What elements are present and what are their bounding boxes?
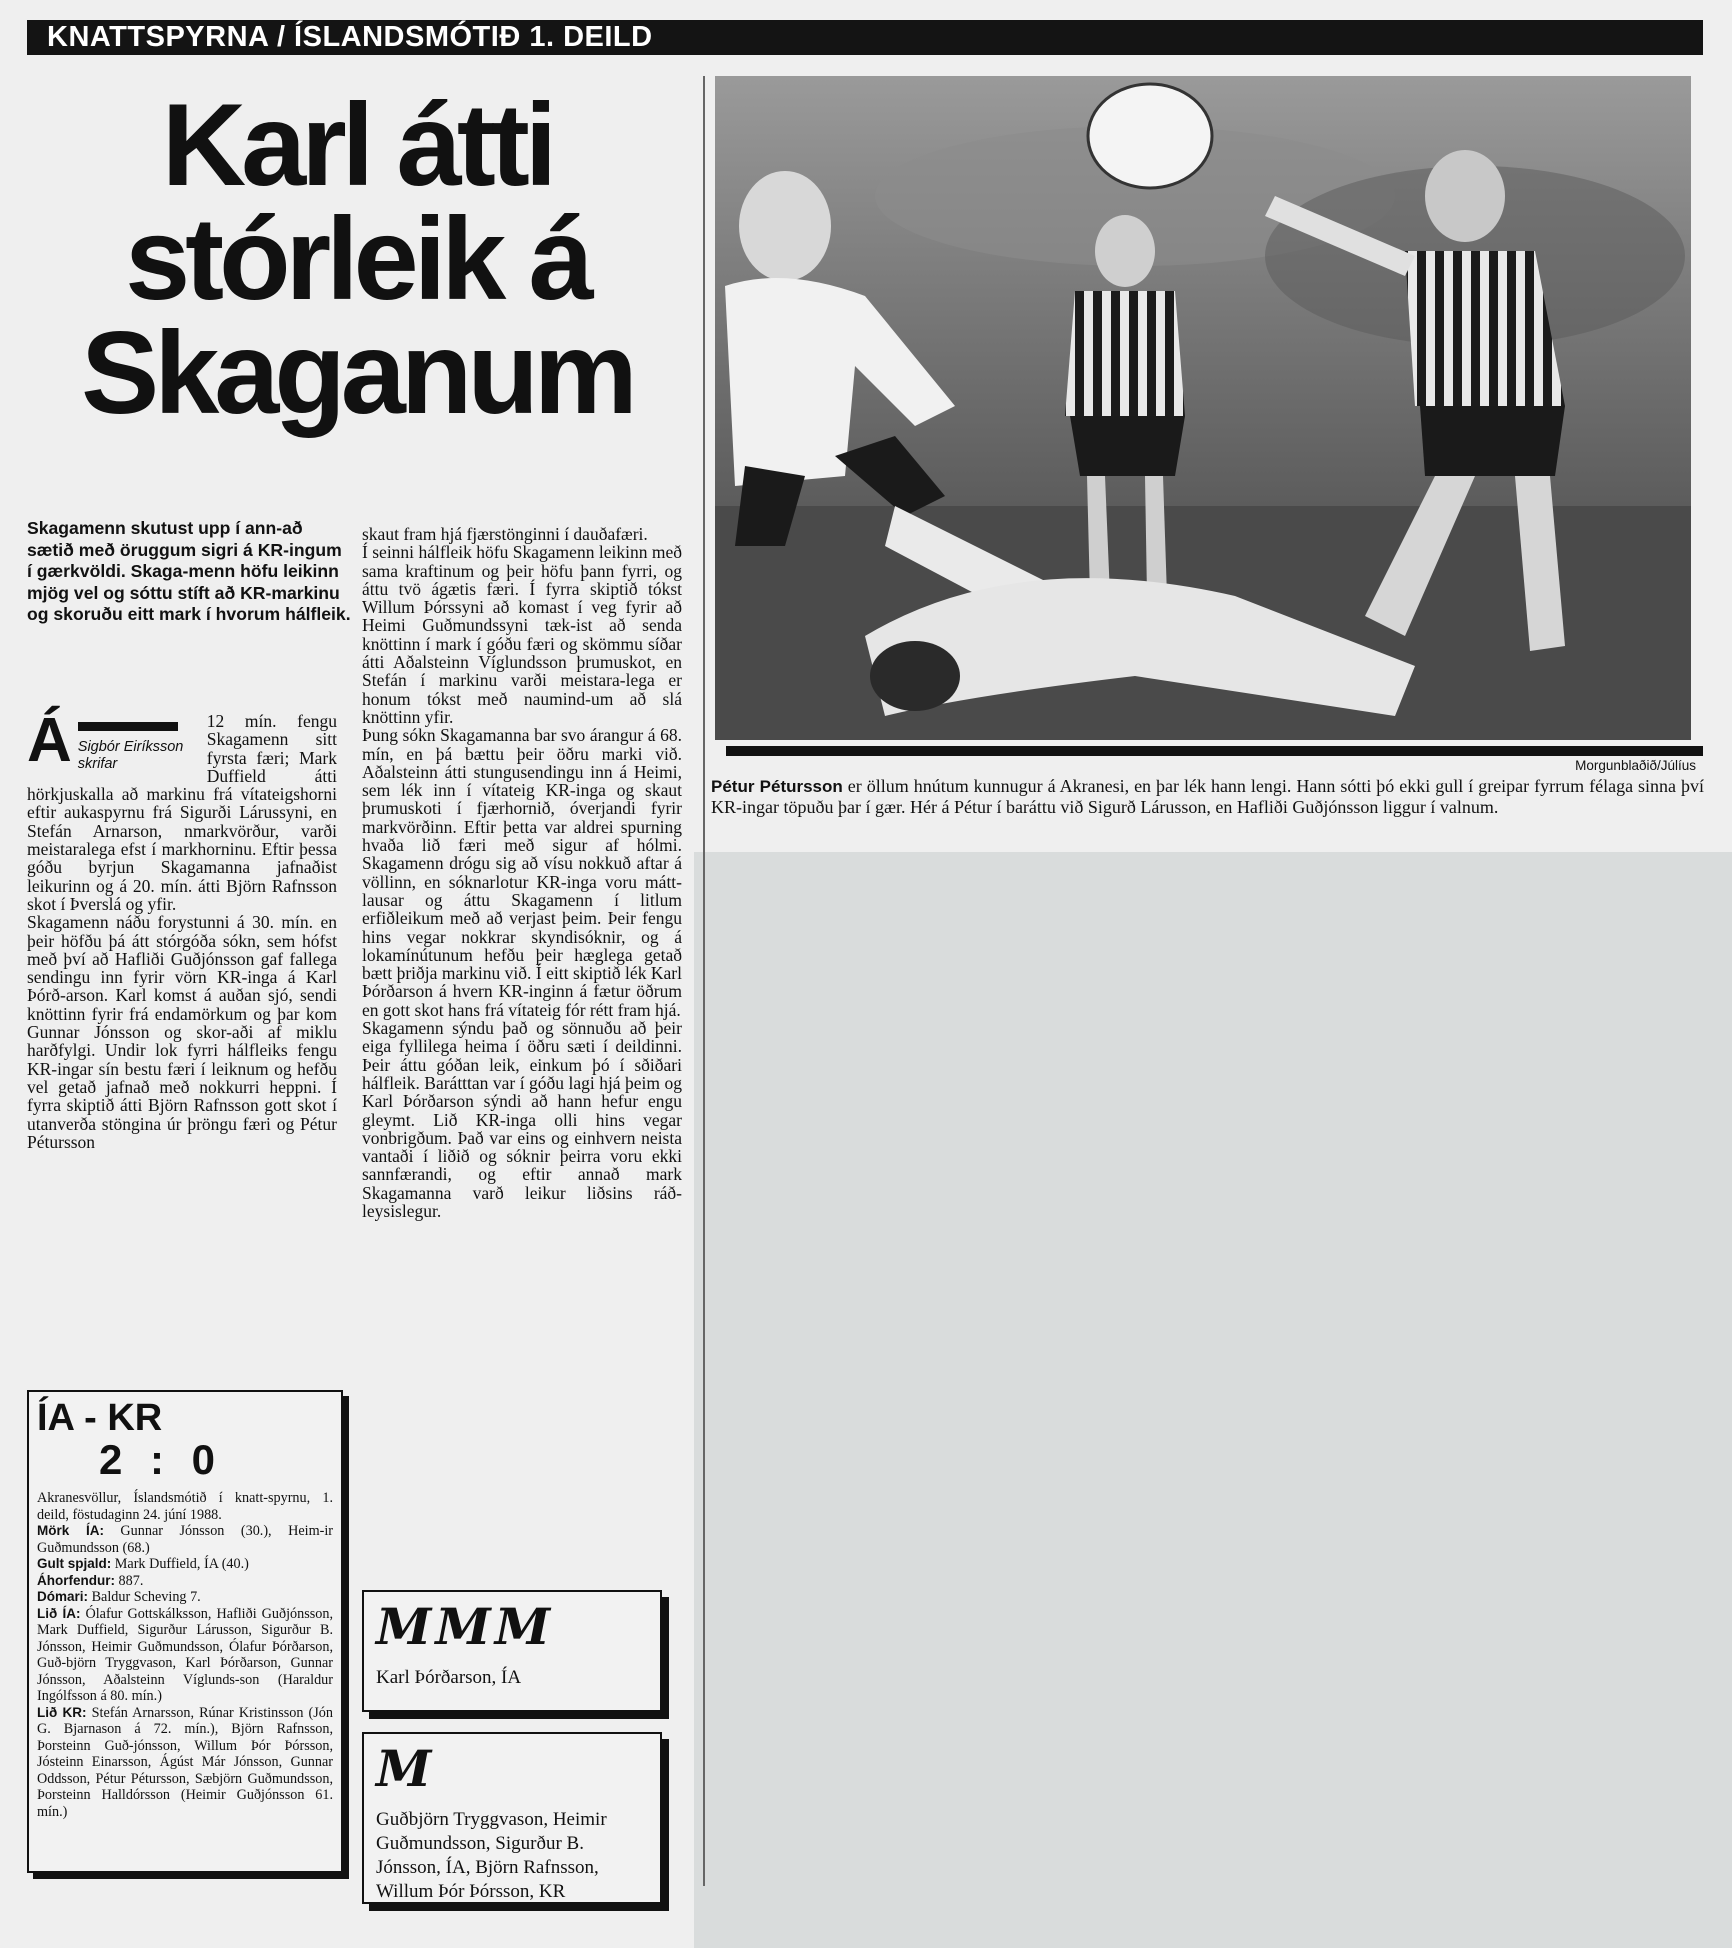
caption-name: Pétur Pétursson [711,777,843,796]
score-goals: Mörk ÍA: Gunnar Jónsson (30.), Heim-ir Guðmundsson (68.) [37,1523,333,1556]
photo-caption [711,776,1704,817]
body-paragraph: Skagamenn náðu forystunni á 30. mín. en þeir höfðu þá átt stórgóða sókn, sem hófst með því að Hafliði Guðjónsson gaf fallega sendingu inn fyrir vörn KR-inga á Karl Þórð-arson. Karl komst á auðan sjó, sendi knöttinn fyrir frá endamörkum og þar kom Gunnar Jónsson og skor-aði af miklu harðfylgi. Undir lok fyrri hálfleiks fengu KR-ingar sín bestu færi í leiknum og hefðu vel getað jafnað með nokkurri heppni. Í fyrra skiptið átti Björn Rafnsson gott skot í utanverða stöngina úr þröngu færi og Pétur Pétursson [27,912,337,1152]
column-divider [703,76,705,1886]
body-paragraph: Þung sókn Skagamanna bar svo árangur á 68. mín, en þá bættu þeir öðru marki við. Aðalsteinn átti stungusendingu inn á Heimi, sem lék inn í vítateig KR-inga og skaut þrumuskoti í fjærhornið, óverjandi fyrir markvörðinn. Eftir þetta var aldrei spurning hvaða lið færi með sigur af hólmi. Skagamenn drógu sig að vísu nokkuð aftar á völlinn, en sóknarlotur KR-inga voru mátt-lausar og áttu Skagamenn í litlum erfiðleikum með að verjast þeim. Þeir fengu hins vegar nokkrar skyndisóknir, og á lokamínútunum hefðu þeir hæglega getað bætt þriðja markinu við. Í eitt skiptið lék Karl Þórðarson á hvern KR-inginn á fætur öðrum en gott skot hans frá vítateig fór rétt fram hjá. [362,725,682,1020]
article-column-2 [362,525,682,1220]
body-paragraph: skaut fram hjá fjærstönginni í dauðafæri. [362,524,648,544]
byline-rule [78,722,178,731]
caption-text: er öllum hnútum kunnugur á Akranesi, en þar lék hann lengi. Hann sótti þó ekki gull í greipar fyrrum félaga sinna því KR-ingar töpuðu þar í gær. Hér á Pétur í baráttu við Sigurð Lárusson, en Hafliði Guðjónsson liggur í valnum. [711,776,1704,817]
body-paragraph: Skagamenn sýndu það og sönnuðu að þeir eiga fyllilega heima í öðru sæti í deildinni. Þeir áttu góðan leik, einkum þó í sðiðari hálfleik. Barátttan var í góðu lagi hjá þeim og Karl Þórðarson sýndi að hann hefur engu gleymt. Lið KR-inga olli hins vegar vonbrigðum. Það var eins og einhvern neista vantaði í liðið og sóknir þeirra voru ekki sannfærandi, og eftir annað mark Skagamanna varð leikur liðsins ráð-leysislegur. [362,1018,682,1221]
headline-line-1: Karl átti [161,79,553,210]
dropcap: Á [27,706,72,775]
score-referee: Dómari: Baldur Scheving 7. [37,1589,201,1605]
section-kicker: KNATTSPYRNA / ÍSLANDSMÓTIÐ 1. DEILD [27,20,1703,55]
score-yellow: Gult spjald: Mark Duffield, ÍA (40.) [37,1556,249,1572]
byline [78,716,201,773]
headline-line-3: Skaganum [81,307,633,438]
rating-names: Guðbjörn Tryggvason, Heimir Guðmundsson, Sigurður B. Jónsson, ÍA, Björn Rafnsson, Willum Þór Þórsson, KR [376,1809,607,1902]
football [1088,84,1212,188]
score-result: 2 : 0 [99,1436,224,1483]
photo-rule [726,746,1703,756]
score-team-ia: Lið ÍA: Ólafur Gottskálksson, Hafliði Guðjónsson, Mark Duffield, Sigurður Lárusson, Sigurður B. Jónsson, Heimir Guðmundsson, Ólafur Þórðarson, Guð-björn Tryggvason, Karl Þórðarson, Gunnar Jónsson, Aðalsteinn Víglunds-son (Haraldur Ingólfsson á 80. mín.) [37,1605,333,1704]
body-paragraph [27,706,337,914]
headline [27,79,687,438]
byline-name: Sigbór Eiríksson [77,739,184,755]
score-team-kr: Lið KR: Stefán Arnarsson, Rúnar Kristinsson (Jón G. Bjarnason á 72. mín.), Björn Rafnsson, Þorsteinn Guð-jónsson, Willum Þór Þórsson, Jósteinn Einarsson, Ágúst Már Jónsson, Gunnar Oddsson, Pétur Pétursson, Sæbjörn Guðmundsson, Þorsteinn Halldórsson (Heimir Guðjónsson 61. mín.) [37,1704,333,1820]
match-photo [715,76,1691,740]
score-teams: ÍA - KR [37,1397,163,1439]
rating-grade: MMM [376,1597,555,1656]
rating-names: Karl Þórðarson, ÍA [376,1667,522,1688]
rating-box-m [362,1732,662,1904]
lead-paragraph: Skagamenn skutust upp í ann-að sætið með öruggum sigri á KR-ingum í gærkvöldi. Skaga-menn höfu leikinn mjög vel og sóttu stíft að KR-markinu og skoruðu eitt mark í hvorum hálfleik. [27,518,351,624]
rating-box-mmm [362,1590,662,1712]
headline-line-2: stórleik á [125,193,589,324]
body-text: 12 mín. fengu Skagamenn sitt fyrsta færi; Mark Duffield átti hörkjuskalla að markinu frá vítateigshorni eftir aukaspyrnu frá Sigurði Lárussyni, en Stefán Arnarson, nmarkvörður, varði meistaralega efst í markhorninu. Eftir þessa góðu byrjun Skagamanna jafnaðist leikurinn og á 20. mín. átti Björn Rafnsson skot í Þverslá og yfir. [27,711,337,914]
article-column-1 [27,706,337,1152]
score-attendance: Áhorfendur: 887. [37,1572,144,1589]
rating-grade: M [376,1739,436,1798]
score-details [37,1490,333,1820]
match-scorebox [27,1390,343,1873]
byline-role: skrifar [77,756,118,772]
photo-credit: Morgunblaðið/Júlíus [1575,758,1696,773]
body-paragraph: Í seinni hálfleik höfu Skagamenn leikinn með sama kraftinum og þeir höfu þann fyrri, og áttu tvö ágætis færi. Í fyrra skiptið tókst Willum Þórssyni að komast í veg fyrir að Heimi Guðmundssyni tæk-ist að senda knöttinn í mark í góðu færi og skömmu síðar átti Aðalsteinn Víglundsson þrumuskot, en Stefán í markinu varði meistara-lega er honum tókst með naumind-um að slá knöttinn yfir. [362,542,682,727]
score-venue: Akranesvöllur, Íslandsmótið í knatt-spyrnu, 1. deild, föstudaginn 24. júní 1988. [37,1490,333,1523]
